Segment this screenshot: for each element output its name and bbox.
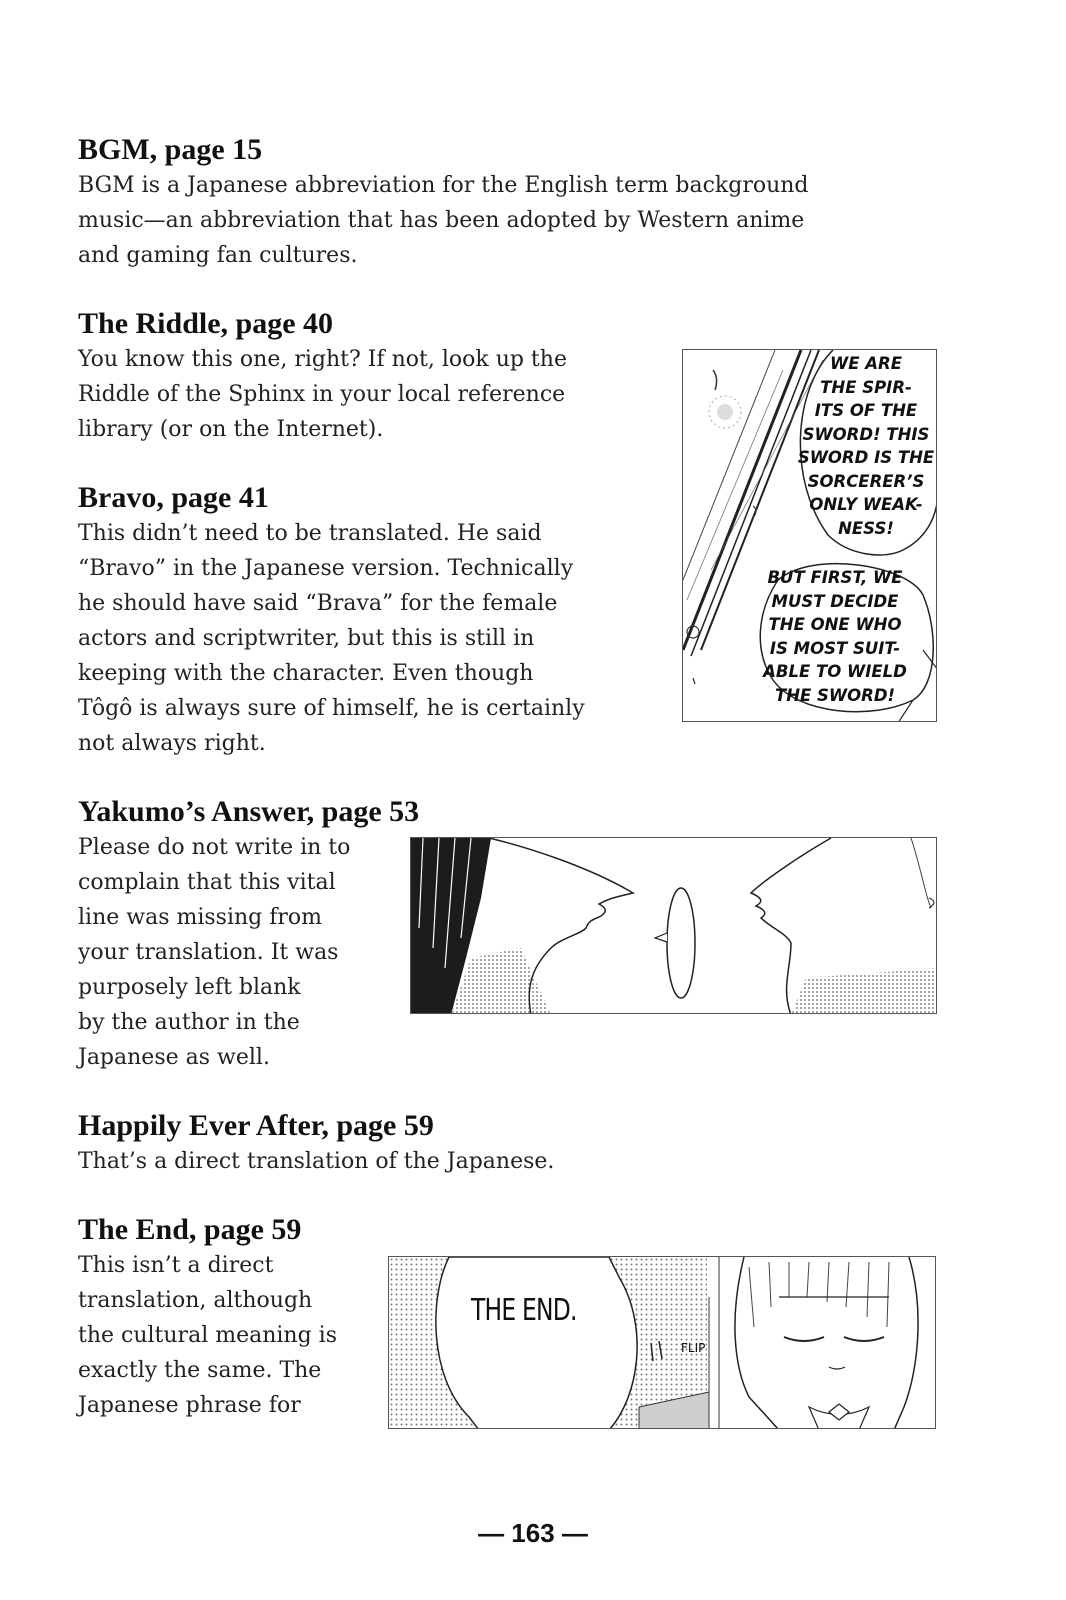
bubble-line: ITS OF THE	[814, 401, 918, 420]
manga-panel-sword-spirits	[682, 349, 937, 722]
body-line: This didn’t need to be translated. He said	[78, 521, 542, 546]
body-line: keeping with the character. Even though	[78, 661, 534, 686]
note-heading: The Riddle, page 40	[78, 307, 334, 340]
note-body	[78, 516, 668, 761]
body-line: translation, although	[78, 1288, 313, 1313]
body-line: line was missing from	[78, 905, 323, 930]
body-line: the cultural meaning is	[78, 1323, 337, 1348]
end-bubble-text: THE END.	[471, 1293, 577, 1328]
body-line: You know this one, right? If not, look up the	[78, 347, 567, 372]
note-the-end	[78, 1212, 388, 1423]
note-heading: Bravo, page 41	[78, 481, 269, 514]
note-heading: The End, page 59	[78, 1213, 302, 1246]
bubble-line: THE ONE WHO	[768, 615, 902, 634]
bubble-line: SORCERER’S	[807, 471, 925, 491]
body-line: BGM is a Japanese abbreviation for the English term background	[78, 173, 809, 198]
body-line: Please do not write in to	[78, 835, 351, 860]
body-line: Japanese as well.	[78, 1045, 270, 1070]
note-bravo	[78, 480, 668, 761]
body-line: Japanese phrase for	[78, 1393, 301, 1418]
bubble-line: THE SWORD!	[774, 685, 896, 705]
body-line: by the author in the	[78, 1010, 300, 1035]
bubble-line: SWORD IS THE	[797, 448, 935, 467]
body-line: and gaming fan cultures.	[78, 243, 358, 268]
note-body	[78, 342, 668, 447]
body-line: That’s a direct translation of the Japanese.	[78, 1149, 555, 1174]
manga-panel-yakumo-answer	[410, 837, 937, 1014]
page-number: — 163 —	[478, 1518, 588, 1548]
note-bgm	[78, 132, 978, 273]
speech-bubble-spirits	[791, 352, 937, 540]
note-happily-ever-after	[78, 1108, 778, 1179]
body-line: library (or on the Internet).	[78, 417, 384, 442]
bubble-line: ONLY WEAK-	[809, 495, 923, 514]
bubble-line: MUST DECIDE	[771, 591, 899, 611]
body-line: purposely left blank	[78, 975, 301, 1000]
body-line: Riddle of the Sphinx in your local reference	[78, 382, 566, 407]
body-line: complain that this vital	[78, 870, 336, 895]
note-body	[78, 1248, 388, 1423]
note-heading: Happily Ever After, page 59	[78, 1109, 434, 1142]
bubble-line: ABLE TO WIELD	[763, 662, 907, 681]
bubble-line: SWORD! THIS	[802, 424, 930, 444]
bubble-line: NESS!	[838, 518, 894, 538]
body-line: not always right.	[78, 731, 266, 756]
bubble-line: IS MOST SUIT-	[769, 638, 901, 658]
manga-panel-the-end	[388, 1256, 936, 1429]
body-line: exactly the same. The	[78, 1358, 322, 1383]
note-riddle	[78, 306, 668, 447]
body-line: your translation. It was	[78, 940, 339, 965]
body-line: Tôgô is always sure of himself, he is certainly	[78, 696, 585, 721]
note-heading: BGM, page 15	[78, 133, 263, 166]
bubble-line: BUT FIRST, WE	[767, 568, 903, 587]
body-line: “Bravo” in the Japanese version. Technically	[78, 556, 574, 581]
body-line: he should have said “Brava” for the female	[78, 591, 558, 616]
body-line: music—an abbreviation that has been adopted by Western anime	[78, 208, 805, 233]
flip-sound-effect: FLIP	[681, 1341, 706, 1355]
body-line: actors and scriptwriter, but this is still in	[78, 626, 535, 651]
bubble-line: THE SPIR-	[820, 377, 912, 397]
body-line: This isn’t a direct	[78, 1253, 274, 1278]
faces-artwork	[411, 838, 937, 1014]
note-body	[78, 168, 978, 273]
speech-bubble-decide	[751, 566, 919, 707]
bubble-line: WE ARE	[830, 354, 902, 373]
note-heading: Yakumo’s Answer, page 53	[78, 795, 420, 828]
note-body	[78, 1144, 778, 1179]
ending-artwork	[389, 1257, 936, 1429]
